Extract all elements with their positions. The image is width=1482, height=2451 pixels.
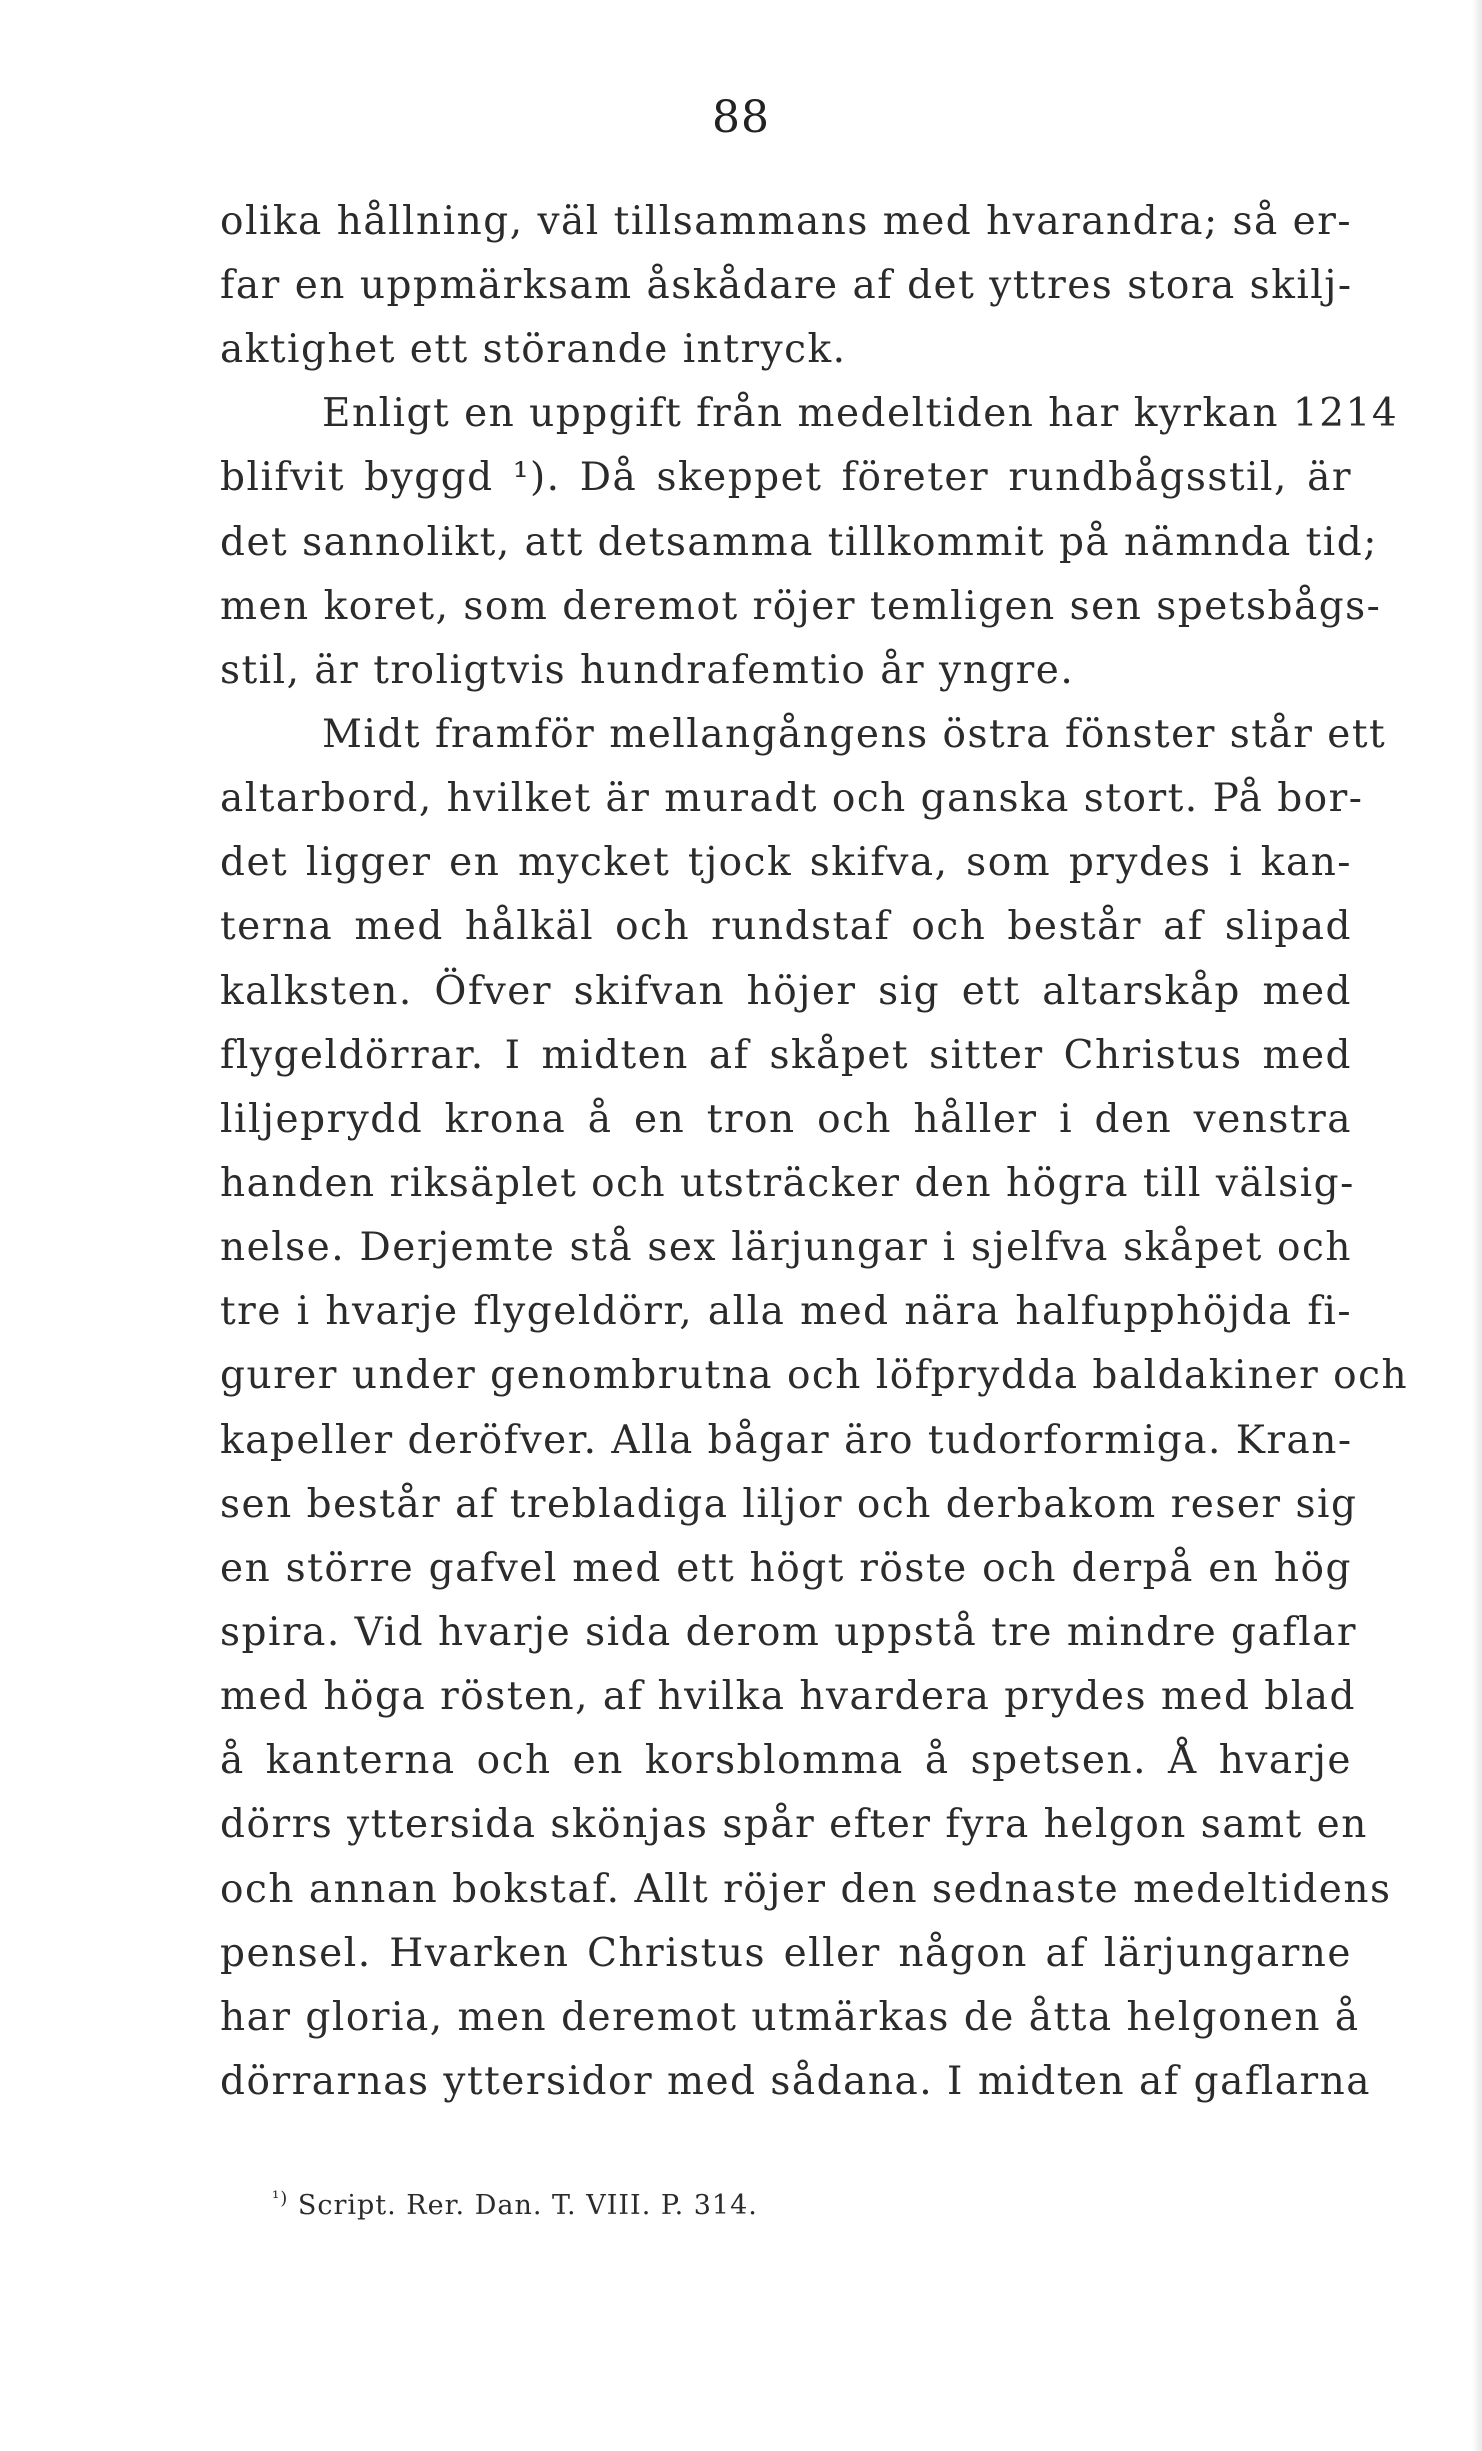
text-line: liljeprydd krona å en tron och håller i den venstra [220, 1097, 1352, 1142]
footnote-mark: ¹) [272, 2188, 289, 2209]
text-line: olika hållning, väl tillsammans med hvarandra; så er- [220, 199, 1353, 244]
text-line: handen riksäplet och utsträcker den högra till välsig- [220, 1161, 1355, 1206]
text-line: en större gafvel med ett högt röste och derpå en hög [220, 1546, 1352, 1591]
text-line: flygeldörrar. I midten af skåpet sitter Christus med [220, 1033, 1352, 1078]
text-line: dörrarnas yttersidor med sådana. I midten af gaflarna [220, 2059, 1372, 2104]
text-line: Midt framför mellangångens östra fönster står ett [322, 712, 1387, 757]
text-line: Enligt en uppgift från medeltiden har kyrkan 1214 [322, 391, 1399, 436]
scan-edge [1472, 0, 1482, 2451]
text-line: stil, är troligtvis hundrafemtio år yngre. [220, 648, 1075, 693]
page-number: 88 [712, 92, 770, 143]
text-line: nelse. Derjemte stå sex lärjungar i sjelfva skåpet och [220, 1225, 1352, 1270]
text-line: det ligger en mycket tjock skifva, som prydes i kan- [220, 840, 1352, 885]
text-line: terna med hålkäl och rundstaf och består af slipad [220, 904, 1352, 949]
footnote-text: Script. Rer. Dan. T. VIII. P. 314. [297, 2190, 758, 2221]
text-line: far en uppmärksam åskådare af det yttres stora skilj- [220, 263, 1353, 308]
text-line: altarbord, hvilket är muradt och ganska stort. På bor- [220, 776, 1364, 821]
text-line: blifvit byggd ¹). Då skeppet företer rundbågsstil, är [220, 455, 1352, 500]
text-line: aktighet ett störande intryck. [220, 327, 847, 372]
text-line: med höga rösten, af hvilka hvardera prydes med blad [220, 1674, 1356, 1719]
text-line: dörrs yttersida skönjas spår efter fyra helgon samt en [220, 1802, 1368, 1847]
text-line: och annan bokstaf. Allt röjer den sednaste medeltidens [220, 1867, 1392, 1912]
text-line: kapeller deröfver. Alla bågar äro tudorformiga. Kran- [220, 1418, 1353, 1463]
text-line: å kanterna och en korsblomma å spetsen. Å hvarje [220, 1738, 1352, 1783]
text-line: men koret, som deremot röjer temligen sen spetsbågs- [220, 584, 1382, 629]
text-line: kalksten. Öfver skifvan höjer sig ett altarskåp med [220, 969, 1352, 1014]
text-line: sen består af trebladiga liljor och derbakom reser sig [220, 1482, 1358, 1527]
text-line: det sannolikt, att detsamma tillkommit på nämnda tid; [220, 520, 1378, 565]
text-line: tre i hvarje flygeldörr, alla med nära halfupphöjda fi- [220, 1289, 1352, 1334]
text-line: gurer under genombrutna och löfprydda baldakiner och [220, 1353, 1409, 1398]
text-line: pensel. Hvarken Christus eller någon af lärjungarne [220, 1931, 1352, 1976]
footnote [272, 2188, 758, 2221]
text-line: har gloria, men deremot utmärkas de åtta helgonen å [220, 1995, 1360, 2040]
text-line: spira. Vid hvarje sida derom uppstå tre mindre gaflar [220, 1610, 1358, 1655]
